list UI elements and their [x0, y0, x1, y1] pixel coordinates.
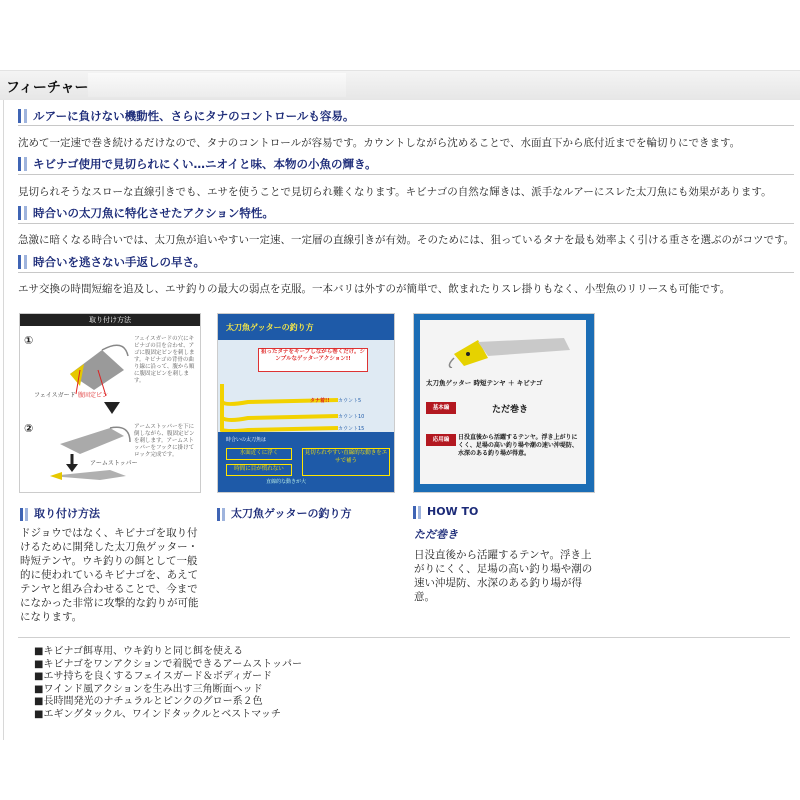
count-5: カウント5 — [338, 398, 362, 404]
face-guard-label: フェイスガード — [34, 392, 76, 399]
image2-callout: 狙ったタナをキープしながら巻くだけ。シンプルなゲッターアクション!! — [258, 348, 368, 372]
image2-box-2: 時間に目が慣れない — [226, 464, 292, 476]
lure-diagram-1-icon — [40, 330, 132, 398]
image2-title: 太刀魚ゲッターの釣り方 — [226, 323, 314, 332]
section-heading-4: 時合いを逃さない手返しの早さ。 — [18, 254, 205, 274]
count-10: カウント10 — [338, 414, 365, 420]
bottom-divider — [18, 637, 790, 638]
tag-basic: 基本編 — [426, 402, 456, 414]
belly-pin-label: 腹固定ピン — [78, 392, 109, 399]
spec-item: ■キビナゴ餌専用、ウキ釣りと同じ餌を使える — [34, 646, 244, 657]
image1-step2-text: アームストッパーを下に倒しながら、腹固定ピンを刺します。アームストッパーをフックに掛けてロック完成です。 — [134, 424, 195, 458]
header-strip — [88, 73, 346, 97]
spec-item: ■キビナゴをワンアクションで着脱できるアームストッパー — [34, 658, 302, 670]
retrieve-lines-icon — [218, 372, 394, 432]
image2-box-3: 見切られやすい直線的な動きをエサで補う — [302, 448, 390, 476]
section-divider — [18, 272, 794, 273]
section-heading-3: 時合いの太刀魚に特化させたアクション特性。 — [18, 205, 274, 225]
image3-product: 太刀魚ゲッター 時短テンヤ ＋ キビナゴ — [426, 379, 543, 387]
section-body-3: 急激に暗くなる時合いでは、太刀魚が追いやすい一定速、一定層の直線引きが有効。そのためには、狙っているタナを最も効率よく引ける重さを選ぶのがコツです。 — [18, 234, 795, 246]
section-heading-1: ルアーに負けない機動性、さらにタナのコントロールも容易。 — [18, 108, 354, 128]
section-heading-2: キビナゴ使用で見切られにくい…ニオイと味、本物の小魚の輝き。 — [18, 156, 377, 176]
left-rule — [3, 100, 4, 740]
feature-header-bar — [0, 70, 800, 102]
image2-small-note: 直線的な動きが大 — [266, 479, 307, 485]
page-title: フィーチャー — [6, 80, 89, 96]
arrow-down-icon — [104, 402, 120, 414]
section-divider — [18, 223, 794, 224]
section-body-1: 沈めて一定速で巻き続けるだけなので、タナのコントロールが容易です。カウントしながら沈めることで、水面直下から底付近までを輪切りにできます。 — [18, 137, 741, 149]
count-15: カウント15 — [338, 426, 365, 432]
arm-stopper-label: アームストッパー — [90, 460, 138, 467]
section-divider — [18, 125, 794, 126]
image2-box-title: 時合いの太刀魚は — [226, 437, 267, 443]
step-number-1: ① — [24, 334, 34, 347]
image2-box-1: 水面近くに浮く — [226, 448, 292, 460]
caption-body-1: ドジョウではなく、キビナゴを取り付けるために開発した太刀魚ゲッター・時短テンヤ。ウキ釣りの餌として一般的に使われているキビナゴを、あえてテンヤと組み合わせることで、今までになかった非常に攻撃的な釣りが可能になります。 — [20, 527, 199, 623]
lure-illustration-icon — [444, 328, 574, 368]
caption-heading-3: HOW TO — [413, 505, 478, 519]
tag-apply: 応用編 — [426, 434, 456, 446]
spec-item: ■エサ持ちを良くするフェイスガード＆ボディガード — [34, 671, 273, 683]
image1-title: 取り付け方法 — [20, 314, 200, 326]
how-to-fish-image — [217, 313, 395, 493]
page-top-blank — [0, 0, 800, 70]
image1-step1-text: フェイスガードの穴にキビナゴの目を合わせ、アゴに腹固定ピンを刺します。キビナゴの背骨の曲り線に沿って、腹から順に腹固定ピンを刺します。 — [134, 336, 195, 384]
spec-item: ■エギングタックル、ワインドタックルとベストマッチ — [34, 708, 281, 720]
spec-item: ■長時間発光のナチュラルとピンクのグロー系２色 — [34, 696, 263, 708]
howto-title: ただ巻き — [414, 528, 458, 541]
spec-list — [34, 646, 302, 722]
attachment-method-image — [19, 313, 201, 493]
caption-heading-2: 太刀魚ゲッターの釣り方 — [217, 505, 352, 521]
section-body-2: 見切られそうなスローな直線引きでも、エサを使うことで見切られ難くなります。キビナゴの自然な輝きは、派手なルアーにスレた太刀魚にも効果があります。 — [18, 186, 772, 198]
section-body-4: エサ交換の時間短縮を追及し、エサ釣りの最大の弱点を克服。一本バリは外すのが簡単で、飲まれたりスレ掛りもなく、小型魚のリリースも可能です。 — [18, 283, 731, 295]
image3-desc: 日没直後から活躍するテンヤ。浮き上がりにくく、足場の高い釣り場や潮の速い沖堤防、水深のある釣り場が得意。 — [458, 434, 578, 457]
step-number-2: ② — [24, 422, 34, 435]
how-to-image — [413, 313, 595, 493]
section-divider — [18, 174, 794, 175]
lure-diagram-2-icon — [40, 414, 132, 484]
caption-heading-1: 取り付け方法 — [20, 505, 100, 521]
image3-name: ただ巻き — [492, 405, 529, 415]
caption-body-3: 日没直後から活躍するテンヤ。浮き上がりにくく、足場の高い釣り場や潮の速い沖堤防、水深のある釣り場が得意。 — [414, 549, 593, 603]
spec-item: ■ワインド風アクションを生み出す三角断面ヘッド — [34, 683, 263, 695]
tana-tag: タナ着!! — [310, 398, 330, 404]
